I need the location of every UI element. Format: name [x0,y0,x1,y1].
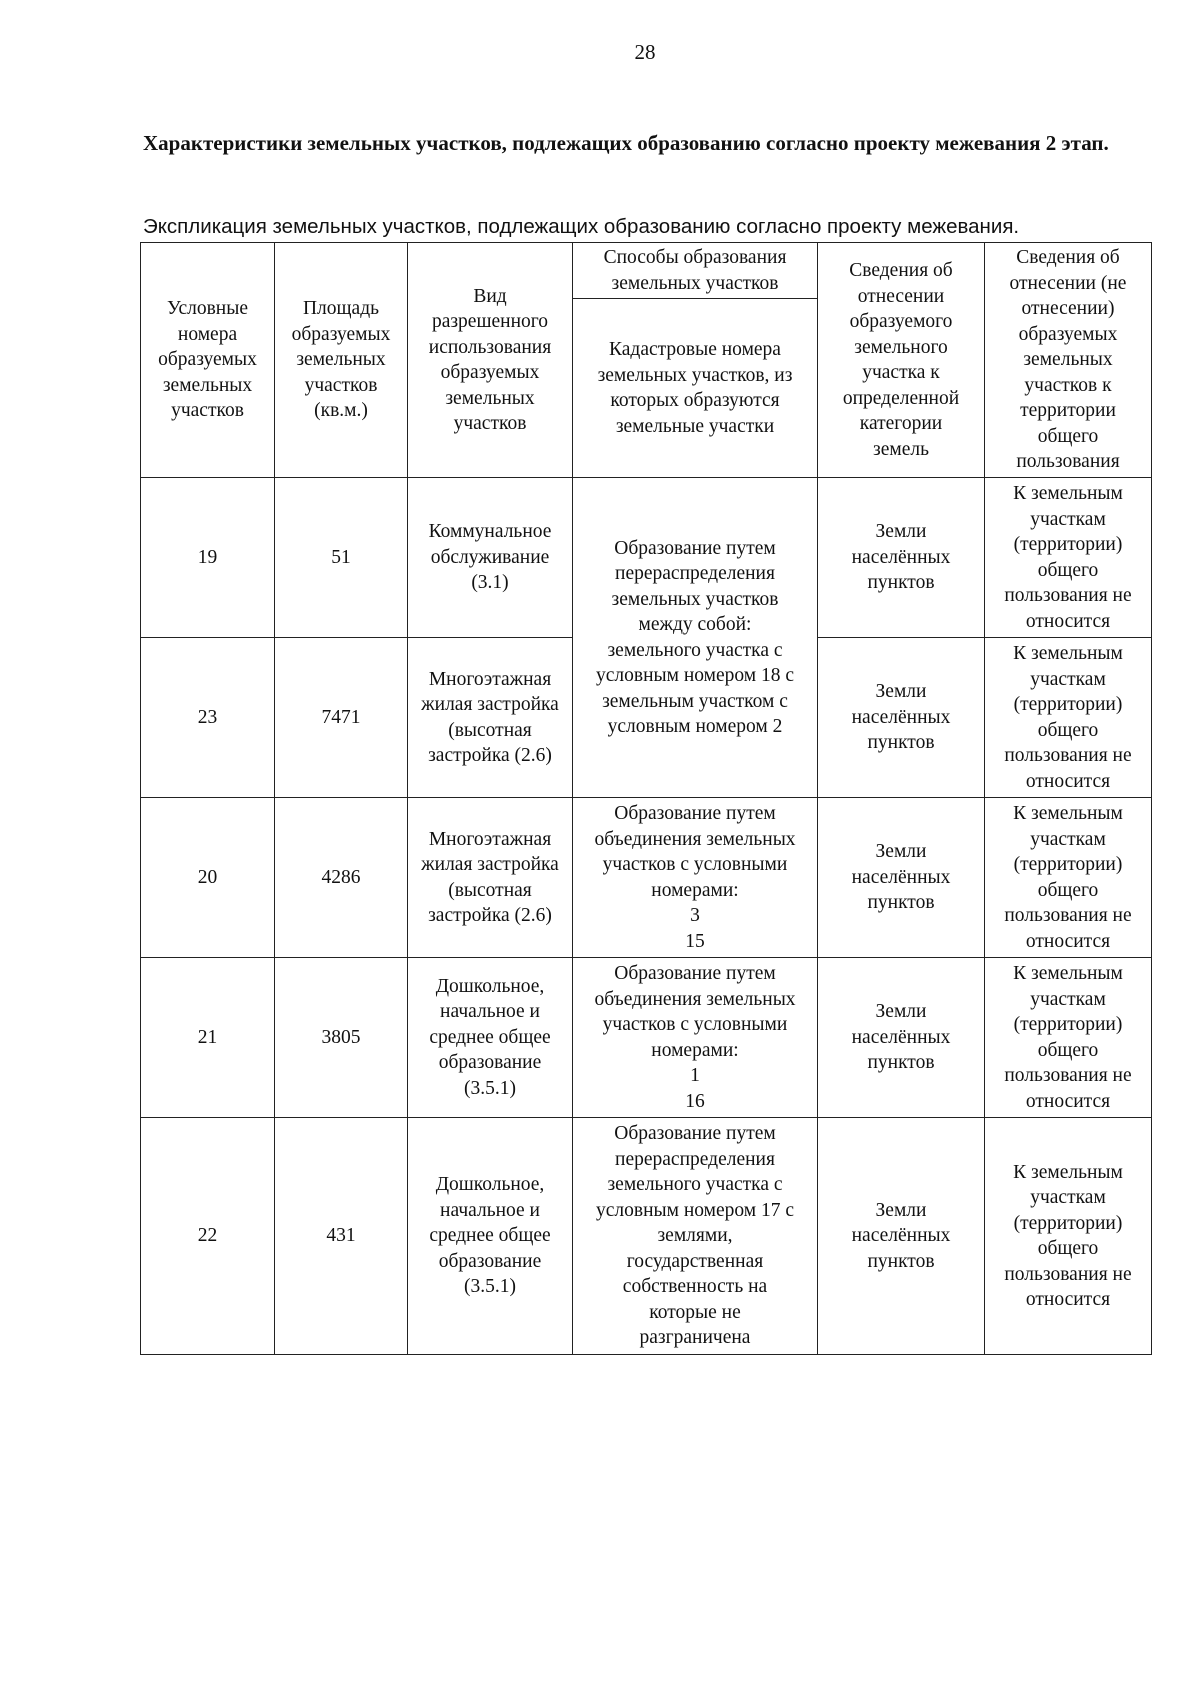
table-row [141,798,1152,958]
section-heading: Характеристики земельных участков, подлежащих образованию согласно проекту межевания 2 этап. [143,131,1109,155]
table-header-row [141,243,1152,299]
cell-public: К земельным участкам (территории) общего пользования не относится [985,638,1152,798]
cell-method: Образование путем перераспределения земельного участка с условным номером 17 с землями, государственная собственность на которые не разграничена [573,1118,818,1355]
cell-usage: Коммунальное обслуживание (3.1) [408,478,573,638]
cell-public: К земельным участкам (территории) общего пользования не относится [985,798,1152,958]
header-number: Условные номера образуемых земельных участков [141,243,275,478]
cell-number: 23 [141,638,275,798]
cell-category: Земли населённых пунктов [818,638,985,798]
cell-method: Образование путем перераспределения земельных участков между собой: земельного участка с условным номером 18 с земельным участком с условным номером 2 [573,478,818,798]
cell-area: 431 [275,1118,408,1355]
page-number: 28 [634,40,656,64]
explication-table [140,242,1152,1355]
cell-usage: Многоэтажная жилая застройка (высотная застройка (2.6) [408,798,573,958]
table-row [141,1118,1152,1355]
header-category: Сведения об отнесении образуемого земельного участка к определенной категории земель [818,243,985,478]
table-row [141,958,1152,1118]
header-public: Сведения об отнесении (не отнесении) образуемых земельных участков к территории общего пользования [985,243,1152,478]
cell-usage: Многоэтажная жилая застройка (высотная застройка (2.6) [408,638,573,798]
cell-category: Земли населённых пунктов [818,958,985,1118]
cell-area: 4286 [275,798,408,958]
cell-method: Образование путем объединения земельных участков с условными номерами: 1 16 [573,958,818,1118]
cell-category: Земли населённых пунктов [818,798,985,958]
header-method: Способы образования земельных участков [573,243,818,299]
header-cadastral: Кадастровые номера земельных участков, из которых образуются земельные участки [573,299,818,478]
cell-number: 21 [141,958,275,1118]
cell-public: К земельным участкам (территории) общего пользования не относится [985,478,1152,638]
cell-category: Земли населённых пунктов [818,1118,985,1355]
cell-public: К земельным участкам (территории) общего пользования не относится [985,1118,1152,1355]
cell-number: 20 [141,798,275,958]
table-caption: Экспликация земельных участков, подлежащих образованию согласно проекту межевания. [143,215,1020,238]
header-usage: Вид разрешенного использования образуемых земельных участков [408,243,573,478]
cell-method: Образование путем объединения земельных участков с условными номерами: 3 15 [573,798,818,958]
cell-usage: Дошкольное, начальное и среднее общее образование (3.5.1) [408,1118,573,1355]
cell-usage: Дошкольное, начальное и среднее общее образование (3.5.1) [408,958,573,1118]
table-row [141,478,1152,638]
cell-area: 51 [275,478,408,638]
cell-public: К земельным участкам (территории) общего пользования не относится [985,958,1152,1118]
cell-area: 3805 [275,958,408,1118]
cell-number: 19 [141,478,275,638]
cell-category: Земли населённых пунктов [818,478,985,638]
cell-area: 7471 [275,638,408,798]
cell-number: 22 [141,1118,275,1355]
header-area: Площадь образуемых земельных участков (кв.м.) [275,243,408,478]
